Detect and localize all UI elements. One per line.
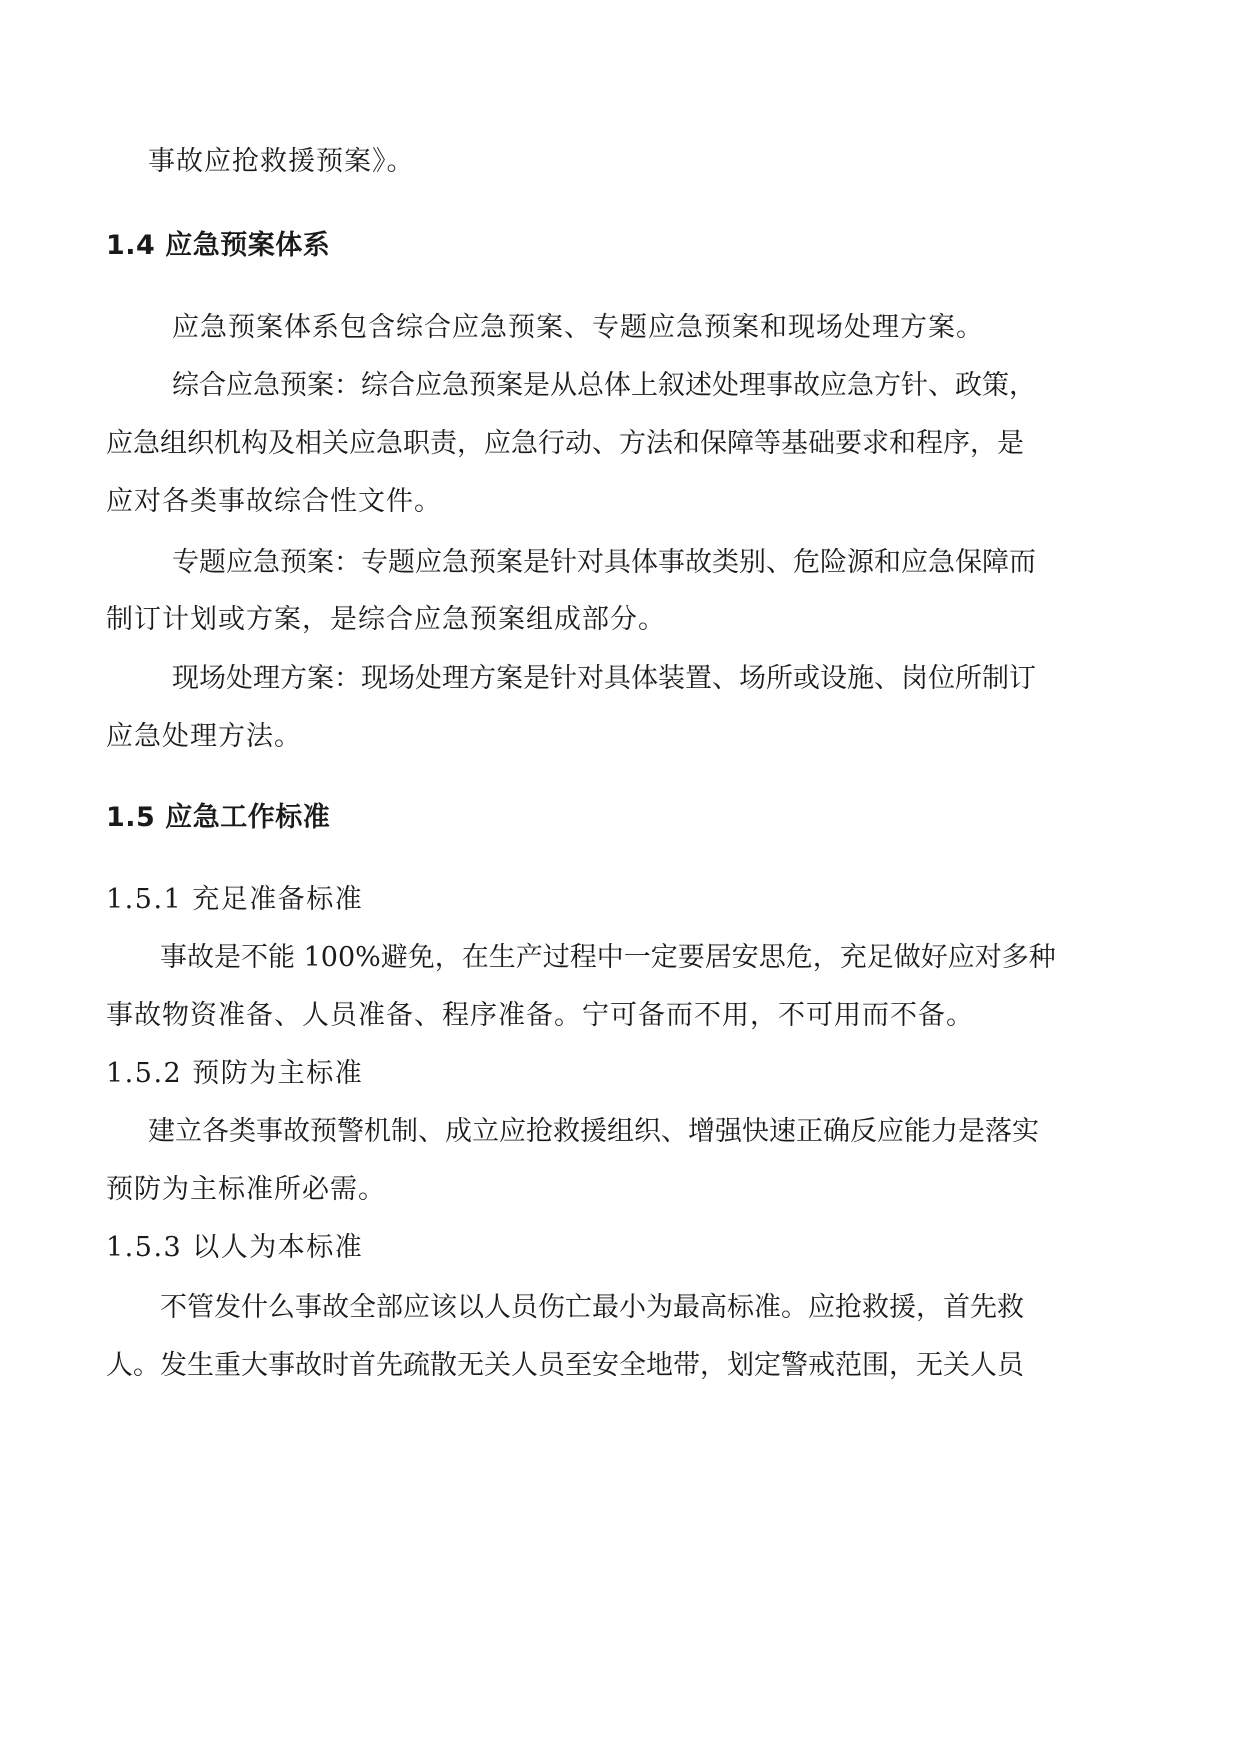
- section-1-5-2-line-2: 预防为主标准所必需。: [106, 1174, 386, 1205]
- section-1-5-2-heading: 1.5.2 预防为主标准: [106, 1058, 364, 1089]
- section-1-4-intro: 应急预案体系包含综合应急预案、专题应急预案和现场处理方案。: [172, 312, 984, 343]
- comprehensive-plan-line-2: 应急组织机构及相关应急职责，应急行动、方法和保障等基础要求和程序，是: [106, 428, 1024, 459]
- section-1-5-1-line-1: 事故是不能 100%避免，在生产过程中一定要居安思危，充足做好应对多种: [160, 942, 1056, 973]
- special-plan-line-2: 制订计划或方案，是综合应急预案组成部分。: [106, 604, 666, 635]
- onsite-plan-line-1: 现场处理方案：现场处理方案是针对具体装置、场所或设施、岗位所制订: [172, 663, 1036, 694]
- onsite-plan-line-2: 应急处理方法。: [106, 721, 302, 752]
- comprehensive-plan-line-3: 应对各类事故综合性文件。: [106, 486, 442, 517]
- section-1-5-3-line-2: 人。发生重大事故时首先疏散无关人员至安全地带，划定警戒范围，无关人员: [106, 1350, 1024, 1381]
- comprehensive-plan-line-1: 综合应急预案：综合应急预案是从总体上叙述处理事故应急方针、政策，: [172, 370, 1036, 401]
- section-1-5-2-line-1: 建立各类事故预警机制、成立应抢救援组织、增强快速正确反应能力是落实: [148, 1116, 1039, 1147]
- special-plan-line-1: 专题应急预案：专题应急预案是针对具体事故类别、危险源和应急保障而: [172, 547, 1036, 578]
- section-1-5-1-line-2: 事故物资准备、人员准备、程序准备。宁可备而不用，不可用而不备。: [106, 1000, 974, 1031]
- section-1-5-1-heading: 1.5.1 充足准备标准: [106, 884, 364, 915]
- section-1-4-heading: 1.4 应急预案体系: [106, 230, 331, 261]
- continuation-line: 事故应抢救援预案》。: [148, 146, 415, 177]
- section-1-5-heading: 1.5 应急工作标准: [106, 802, 331, 833]
- section-1-5-3-heading: 1.5.3 以人为本标准: [106, 1232, 364, 1263]
- section-1-5-3-line-1: 不管发什么事故全部应该以人员伤亡最小为最高标准。应抢救援，首先救: [160, 1292, 1024, 1323]
